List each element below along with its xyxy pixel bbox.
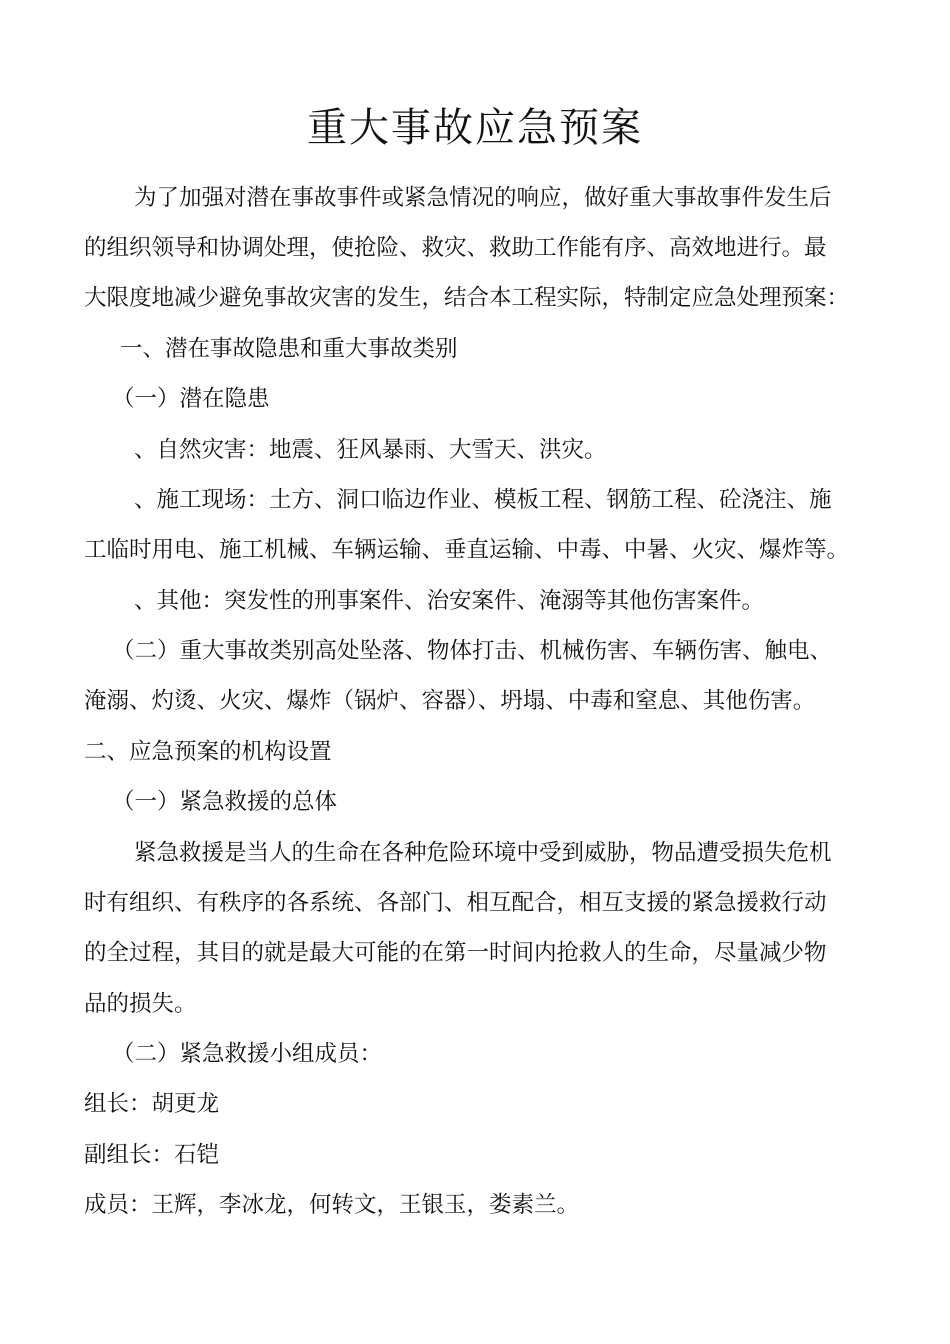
paragraph-line: 的全过程，其目的就是最大可能的在第一时间内抢救人的生命，尽量减少物	[84, 940, 827, 966]
member-line: 成员：王辉，李冰龙，何转文，王银玉，娄素兰。	[84, 1192, 580, 1218]
paragraph-line: 紧急救援是当人的生命在各种危险环境中受到威胁，物品遭受损失危机	[134, 840, 832, 866]
document-title: 重大事故应急预案	[307, 105, 643, 151]
list-item: 、自然灾害：地震、狂风暴雨、大雪天、洪灾。	[134, 437, 607, 463]
paragraph-line: 品的损失。	[84, 991, 197, 1017]
list-item: 、施工现场：土方、洞口临边作业、模板工程、钢筋工程、砼浇注、施	[134, 487, 832, 513]
paragraph-line: 时有组织、有秩序的各系统、各部门、相互配合，相互支援的紧急援救行动	[84, 890, 827, 916]
paragraph-line: 为了加强对潜在事故事件或紧急情况的响应，做好重大事故事件发生后	[134, 185, 832, 211]
member-line: 组长：胡更龙	[84, 1091, 220, 1117]
paragraph-line: 淹溺、灼烫、火灾、爆炸（锅炉、容器）、坍塌、中毒和窒息、其他伤害。	[84, 688, 816, 714]
section-heading: 二、应急预案的机构设置	[84, 739, 332, 765]
paragraph-line: 的组织领导和协调处理，使抢险、救灾、救助工作能有序、高效地进行。最	[84, 235, 827, 261]
member-line: 副组长：石铠	[84, 1142, 220, 1168]
paragraph-line: 工临时用电、施工机械、车辆运输、垂直运输、中毒、中暑、火灾、爆炸等。	[84, 537, 850, 563]
list-item: 、其他：突发性的刑事案件、治安案件、淹溺等其他伤害案件。	[134, 588, 765, 614]
subsection-heading: （一）紧急救援的总体	[112, 789, 338, 815]
subsection-heading: （一）潜在隐患	[112, 386, 270, 412]
subsection-heading: （二）紧急救援小组成员：	[112, 1041, 383, 1067]
paragraph-line: 大限度地减少避免事故灾害的发生，结合本工程实际，特制定应急处理预案：	[84, 285, 850, 311]
section-heading: 一、潜在事故隐患和重大事故类别	[120, 336, 458, 362]
subsection-heading: （二）重大事故类别高处坠落、物体打击、机械伤害、车辆伤害、触电、	[112, 638, 833, 664]
